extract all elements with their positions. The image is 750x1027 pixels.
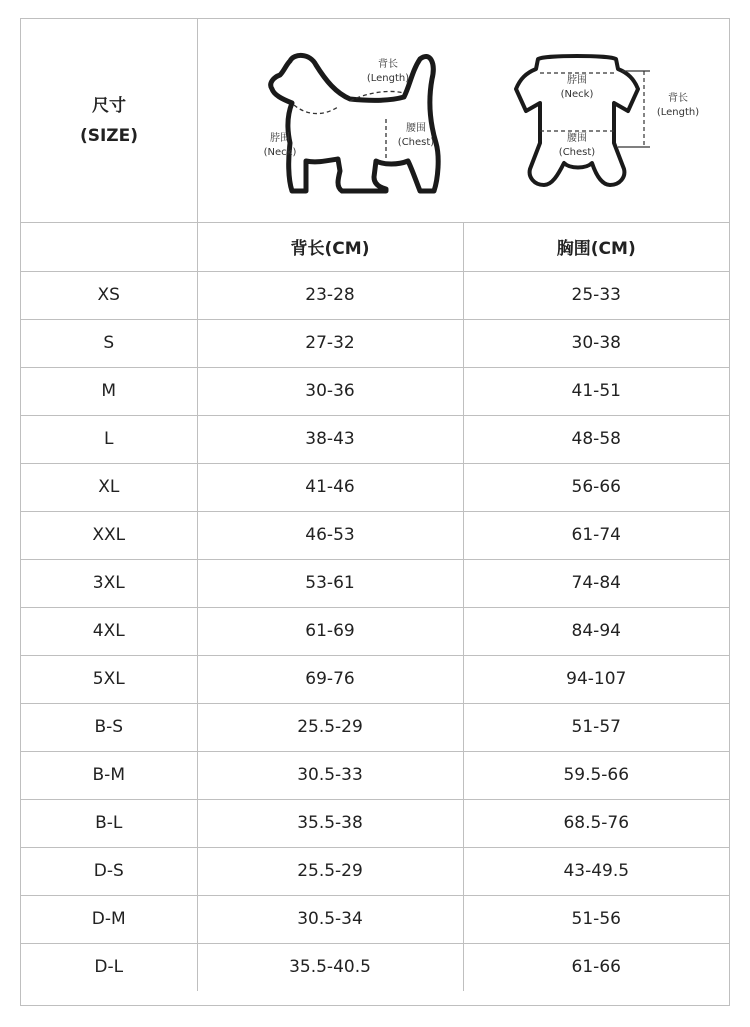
measurement-diagrams xyxy=(198,19,729,222)
column-header-size xyxy=(21,223,197,271)
dog-chest-cn: 腰围 xyxy=(406,123,426,134)
chest-cell: 25-33 xyxy=(463,271,729,319)
chest-cell: 68.5-76 xyxy=(463,799,729,847)
table-row xyxy=(21,943,729,991)
chest-cell: 30-38 xyxy=(463,319,729,367)
length-cell: 27-32 xyxy=(197,319,463,367)
chest-cell: 48-58 xyxy=(463,415,729,463)
dog-neck-line xyxy=(294,105,338,114)
table-row xyxy=(21,655,729,703)
size-cell: L xyxy=(21,415,197,463)
clothing-diagram xyxy=(516,56,699,185)
table-row xyxy=(21,511,729,559)
chart-header xyxy=(21,19,729,223)
length-cell: 61-69 xyxy=(197,607,463,655)
size-cell: XXL xyxy=(21,511,197,559)
dog-length-cn: 背长 xyxy=(378,59,398,70)
size-cell: S xyxy=(21,319,197,367)
length-cell: 46-53 xyxy=(197,511,463,559)
chest-cell: 56-66 xyxy=(463,463,729,511)
table-row xyxy=(21,751,729,799)
table-row xyxy=(21,271,729,319)
dog-diagram xyxy=(264,55,439,191)
table-row xyxy=(21,463,729,511)
dog-neck-en: (Neck) xyxy=(263,147,297,158)
chest-cell: 84-94 xyxy=(463,607,729,655)
clothing-chest-cn: 腰围 xyxy=(567,133,587,144)
size-heading xyxy=(21,19,198,222)
table-header-row xyxy=(21,223,729,271)
chest-cell: 94-107 xyxy=(463,655,729,703)
length-cell: 38-43 xyxy=(197,415,463,463)
table-row xyxy=(21,847,729,895)
size-cell: D-L xyxy=(94,957,124,978)
table-row xyxy=(21,415,729,463)
table-row xyxy=(21,799,729,847)
length-cell: 30.5-33 xyxy=(197,751,463,799)
size-heading-en: (SIZE) xyxy=(79,125,139,146)
size-cell: XL xyxy=(21,463,197,511)
length-cell: 25.5-29 xyxy=(197,703,463,751)
chest-cell: 74-84 xyxy=(463,559,729,607)
clothing-chest-en: (Chest) xyxy=(558,147,596,158)
size-cell: 3XL xyxy=(21,559,197,607)
clothing-length-cn: 背长 xyxy=(668,93,688,104)
dog-chest-en: (Chest) xyxy=(397,137,435,148)
size-cell: B-L xyxy=(21,799,197,847)
size-chart xyxy=(20,18,730,1006)
size-cell: 4XL xyxy=(21,607,197,655)
table-row xyxy=(21,559,729,607)
table-row xyxy=(21,895,729,943)
table-row xyxy=(21,607,729,655)
length-cell: 53-61 xyxy=(197,559,463,607)
size-cell: XS xyxy=(21,271,197,319)
dog-length-en: (Length) xyxy=(366,73,410,84)
clothing-length-en: (Length) xyxy=(656,107,700,118)
size-cell: B-S xyxy=(21,703,197,751)
size-cell: B-M xyxy=(21,751,197,799)
length-cell: 30-36 xyxy=(197,367,463,415)
chest-cell: 61-66 xyxy=(463,943,729,991)
dog-neck-cn: 脖围 xyxy=(270,133,290,144)
length-cell: 69-76 xyxy=(197,655,463,703)
size-heading-cn: 尺寸 xyxy=(92,95,126,116)
chest-cell: 51-56 xyxy=(463,895,729,943)
length-cell: 30.5-34 xyxy=(197,895,463,943)
size-table xyxy=(21,223,729,991)
size-cell: D-M xyxy=(21,895,197,943)
length-cell: 41-46 xyxy=(197,463,463,511)
clothing-neck-cn: 脖围 xyxy=(567,75,587,86)
length-cell: 25.5-29 xyxy=(197,847,463,895)
size-cell: D-S xyxy=(21,847,197,895)
clothing-neck-en: (Neck) xyxy=(560,89,594,100)
column-header-length: 背长(CM) xyxy=(197,223,463,271)
table-row xyxy=(21,319,729,367)
size-cell: M xyxy=(21,367,197,415)
measurement-illustration xyxy=(198,19,729,222)
chest-cell: 41-51 xyxy=(463,367,729,415)
column-header-chest: 胸围(CM) xyxy=(463,223,729,271)
length-cell: 35.5-40.5 xyxy=(197,943,463,991)
size-cell: 5XL xyxy=(21,655,197,703)
chest-cell: 59.5-66 xyxy=(463,751,729,799)
chest-cell: 43-49.5 xyxy=(463,847,729,895)
table-row xyxy=(21,367,729,415)
length-cell: 23-28 xyxy=(197,271,463,319)
table-body xyxy=(21,271,729,991)
length-cell: 35.5-38 xyxy=(197,799,463,847)
table-row xyxy=(21,703,729,751)
chest-cell: 51-57 xyxy=(463,703,729,751)
chest-cell: 61-74 xyxy=(463,511,729,559)
